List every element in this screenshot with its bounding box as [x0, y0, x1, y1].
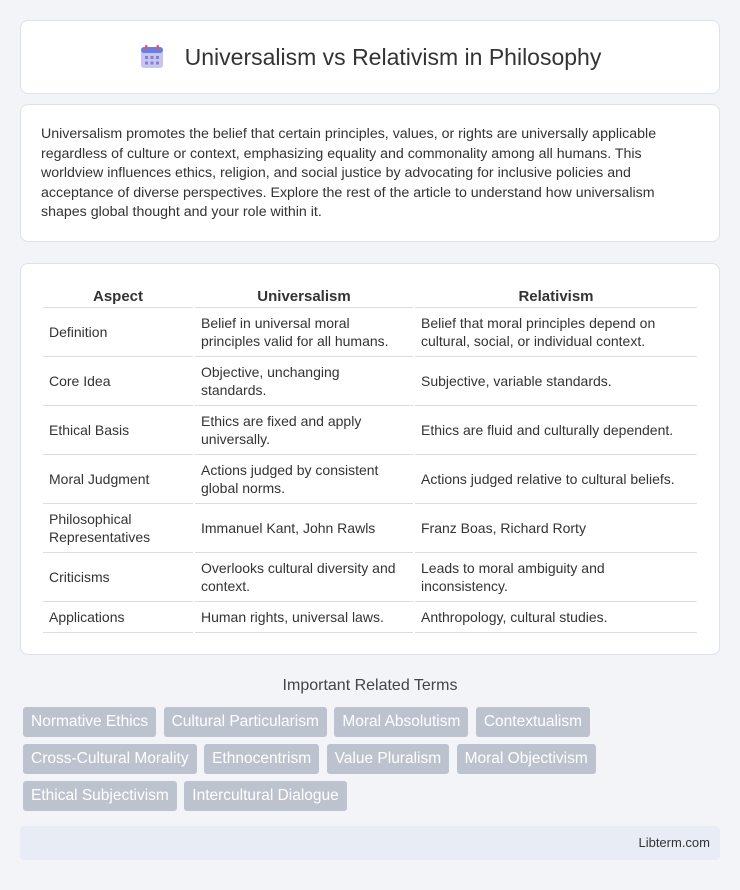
related-terms-list	[23, 707, 723, 818]
table-cell: Definition	[43, 308, 193, 357]
table-row	[43, 455, 697, 504]
related-term-tag[interactable]: Cross-Cultural Morality	[23, 744, 197, 774]
table-row	[43, 504, 697, 553]
table-cell: Ethical Basis	[43, 406, 193, 455]
related-term-tag[interactable]: Moral Objectivism	[457, 744, 596, 774]
comparison-table-card	[20, 263, 720, 655]
table-cell: Leads to moral ambiguity and inconsistency.	[415, 553, 697, 602]
table-cell: Philosophical Representatives	[43, 504, 193, 553]
table-cell: Human rights, universal laws.	[195, 602, 413, 633]
table-cell: Immanuel Kant, John Rawls	[195, 504, 413, 553]
column-header: Aspect	[43, 284, 193, 308]
table-row	[43, 602, 697, 633]
table-cell: Franz Boas, Richard Rorty	[415, 504, 697, 553]
table-cell: Anthropology, cultural studies.	[415, 602, 697, 633]
table-cell: Overlooks cultural diversity and context.	[195, 553, 413, 602]
table-cell: Belief in universal moral principles valid for all humans.	[195, 308, 413, 357]
table-cell: Core Idea	[43, 357, 193, 406]
footer-site-link[interactable]: Libterm.com	[638, 835, 710, 850]
related-term-tag[interactable]: Normative Ethics	[23, 707, 156, 737]
table-header-row	[43, 284, 697, 308]
calendar-icon	[139, 44, 165, 70]
related-term-tag[interactable]: Value Pluralism	[327, 744, 450, 774]
related-term-tag[interactable]: Ethical Subjectivism	[23, 781, 177, 811]
table-cell: Actions judged by consistent global norms.	[195, 455, 413, 504]
related-term-tag[interactable]: Cultural Particularism	[164, 707, 327, 737]
related-term-tag[interactable]: Moral Absolutism	[334, 707, 468, 737]
table-row	[43, 553, 697, 602]
footer	[20, 826, 720, 860]
table-cell: Ethics are fixed and apply universally.	[195, 406, 413, 455]
related-term-tag[interactable]: Intercultural Dialogue	[184, 781, 346, 811]
column-header: Relativism	[415, 284, 697, 308]
table-cell: Criticisms	[43, 553, 193, 602]
related-terms-title: Important Related Terms	[282, 677, 458, 694]
intro-card	[20, 104, 720, 242]
page-title: Universalism vs Relativism in Philosophy	[184, 43, 602, 70]
table-row	[43, 308, 697, 357]
table-cell: Applications	[43, 602, 193, 633]
table-cell: Ethics are fluid and culturally dependent.	[415, 406, 697, 455]
table-cell: Belief that moral principles depend on cultural, social, or individual context.	[415, 308, 697, 357]
table-cell: Objective, unchanging standards.	[195, 357, 413, 406]
table-cell: Actions judged relative to cultural beliefs.	[415, 455, 697, 504]
related-term-tag[interactable]: Ethnocentrism	[204, 744, 319, 774]
table-row	[43, 357, 697, 406]
related-term-tag[interactable]: Contextualism	[476, 707, 590, 737]
table-cell: Subjective, variable standards.	[415, 357, 697, 406]
intro-paragraph: Universalism promotes the belief that certain principles, values, or rights are universally applicable regardless of culture or context, emphasizing equality and commonality among all humans. This worldview influences ethics, religion, and social justice by advocating for inclusive policies and acceptance of diverse perspectives. Explore the rest of the article to understand how universalism shapes global thought and your role within it.	[41, 126, 657, 220]
table-row	[43, 406, 697, 455]
table-cell: Moral Judgment	[43, 455, 193, 504]
header-card	[20, 20, 720, 94]
column-header: Universalism	[195, 284, 413, 308]
comparison-table	[41, 284, 699, 633]
